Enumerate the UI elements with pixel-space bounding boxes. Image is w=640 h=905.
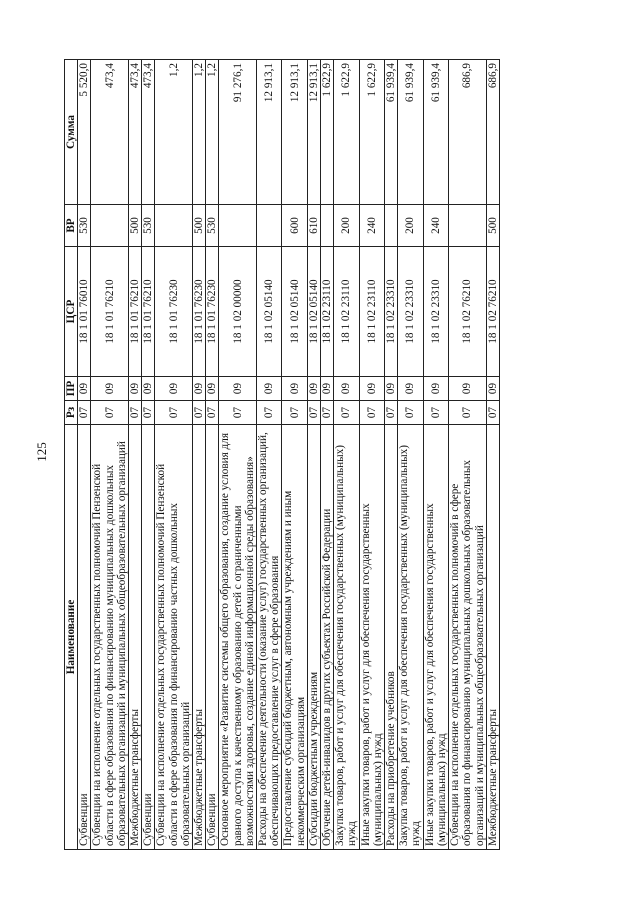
header-sum: Сумма: [65, 60, 78, 205]
cell-sum: 91 276,1: [219, 60, 257, 205]
header-rz: Рз: [65, 401, 78, 425]
cell-pr: 09: [91, 377, 129, 401]
table-header-row: [65, 60, 78, 850]
cell-rz: 07: [423, 401, 448, 425]
rotated-page: [64, 60, 500, 850]
cell-vr: [257, 205, 282, 247]
cell-rz: 07: [78, 401, 91, 425]
cell-pr: 09: [282, 377, 307, 401]
cell-name: Субвенции: [78, 425, 91, 850]
table-row: [334, 60, 359, 850]
cell-sum: 473,4: [91, 60, 129, 205]
table-row: [193, 60, 206, 850]
table-row: [486, 60, 499, 850]
cell-pr: 09: [307, 377, 320, 401]
cell-pr: 09: [193, 377, 206, 401]
cell-csr: 18 1 02 23310: [385, 247, 398, 377]
cell-pr: 09: [142, 377, 155, 401]
cell-rz: 07: [486, 401, 499, 425]
cell-csr: 18 1 01 76230: [206, 247, 219, 377]
table-row: [91, 60, 129, 850]
cell-pr: 09: [398, 377, 423, 401]
cell-sum: 61 939,4: [423, 60, 448, 205]
table-row: [206, 60, 219, 850]
cell-rz: 07: [206, 401, 219, 425]
table-row: [321, 60, 334, 850]
cell-name: Закупка товаров, работ и услуг для обеспечения государственных (муниципальных) нужд: [334, 425, 359, 850]
cell-sum: 61 939,4: [398, 60, 423, 205]
cell-sum: 686,9: [486, 60, 499, 205]
cell-csr: 18 1 01 76230: [193, 247, 206, 377]
table-row: [219, 60, 257, 850]
cell-pr: 09: [423, 377, 448, 401]
table-row: [423, 60, 448, 850]
cell-name: Межбюджетные трансферты: [129, 425, 142, 850]
cell-csr: 18 1 02 23110: [359, 247, 384, 377]
cell-vr: 200: [334, 205, 359, 247]
cell-vr: [219, 205, 257, 247]
cell-csr: 18 1 01 76010: [78, 247, 91, 377]
cell-pr: 09: [385, 377, 398, 401]
table-row: [359, 60, 384, 850]
cell-rz: 07: [91, 401, 129, 425]
cell-name: Предоставление субсидий бюджетным, автономным учреждениям и иным некоммерческим организациям: [282, 425, 307, 850]
cell-csr: 18 1 01 76210: [91, 247, 129, 377]
budget-table: [64, 59, 500, 850]
cell-csr: 18 1 02 23310: [423, 247, 448, 377]
cell-vr: [155, 205, 193, 247]
page-number: 125: [34, 442, 49, 462]
cell-name: Субсидии бюджетным учреждениям: [307, 425, 320, 850]
table-row: [142, 60, 155, 850]
cell-name: Субвенции на исполнение отдельных государственных полномочий Пензенской области в сфере образования по финансированию муниципальных дошкольных образовательных организаций и муниципальных общеобразовательных организаций: [91, 425, 129, 850]
cell-name: Субвенции: [206, 425, 219, 850]
cell-csr: 18 1 02 23110: [321, 247, 334, 377]
cell-pr: 09: [257, 377, 282, 401]
cell-vr: [321, 205, 334, 247]
cell-vr: [91, 205, 129, 247]
cell-name: Обучение детей-инвалидов в других субъектах Российской Федерации: [321, 425, 334, 850]
cell-vr: 530: [78, 205, 91, 247]
table-row: [398, 60, 423, 850]
cell-sum: 1 622,9: [321, 60, 334, 205]
cell-sum: 12 913,1: [282, 60, 307, 205]
cell-csr: 18 1 01 76210: [129, 247, 142, 377]
cell-name: Межбюджетные трансферты: [193, 425, 206, 850]
cell-sum: 1,2: [206, 60, 219, 205]
cell-pr: 09: [486, 377, 499, 401]
cell-sum: 12 913,1: [257, 60, 282, 205]
table-row: [307, 60, 320, 850]
cell-name: Иные закупки товаров, работ и услуг для обеспечения государственных (муниципальных) нужд: [423, 425, 448, 850]
cell-name: Субвенции на исполнение отдельных государственных полномочий Пензенской области в сфере образования по финансированию частных дошкольных образовательных организаций: [155, 425, 193, 850]
cell-rz: 07: [334, 401, 359, 425]
cell-csr: 18 1 02 76210: [449, 247, 487, 377]
cell-sum: 5 520,0: [78, 60, 91, 205]
table-row: [385, 60, 398, 850]
cell-csr: 18 1 01 76230: [155, 247, 193, 377]
cell-csr: 18 1 02 00000: [219, 247, 257, 377]
cell-sum: 1 622,9: [334, 60, 359, 205]
cell-sum: 12 913,1: [307, 60, 320, 205]
cell-vr: [449, 205, 487, 247]
cell-rz: 07: [193, 401, 206, 425]
cell-name: Расходы на приобретение учебников: [385, 425, 398, 850]
cell-pr: 09: [449, 377, 487, 401]
cell-rz: 07: [129, 401, 142, 425]
cell-pr: 09: [206, 377, 219, 401]
table-row: [257, 60, 282, 850]
cell-rz: 07: [257, 401, 282, 425]
header-pr: ПР: [65, 377, 78, 401]
cell-pr: 09: [155, 377, 193, 401]
cell-csr: 18 1 02 05140: [257, 247, 282, 377]
cell-vr: 500: [486, 205, 499, 247]
cell-name: Межбюджетные трансферты: [486, 425, 499, 850]
cell-sum: 473,4: [142, 60, 155, 205]
table-row: [78, 60, 91, 850]
cell-vr: 610: [307, 205, 320, 247]
cell-rz: 07: [359, 401, 384, 425]
cell-sum: 1,2: [155, 60, 193, 205]
cell-name: Расходы на обеспечение деятельности (оказание услуг) государственных организаций, обеспечивающих предоставление услуг в сфере образования: [257, 425, 282, 850]
cell-name: Субвенции на исполнение отдельных государственных полномочий в сфере образования по финансированию муниципальных дошкольных образовательных организаций и муниципальных общеобразовательных организаций: [449, 425, 487, 850]
header-vr: ВР: [65, 205, 78, 247]
cell-vr: [385, 205, 398, 247]
cell-vr: 200: [398, 205, 423, 247]
cell-csr: 18 1 02 05140: [282, 247, 307, 377]
cell-pr: 09: [219, 377, 257, 401]
cell-vr: 240: [359, 205, 384, 247]
cell-vr: 500: [129, 205, 142, 247]
cell-name: Основное мероприятие «Развитие системы общего образования, создание условия для равного доступа к качественному образованию детей с ограниченными возможностями здоровья, создание единой информационной среды образования»: [219, 425, 257, 850]
cell-vr: 600: [282, 205, 307, 247]
table-row: [155, 60, 193, 850]
cell-vr: 240: [423, 205, 448, 247]
cell-csr: 18 1 02 05140: [307, 247, 320, 377]
cell-rz: 07: [282, 401, 307, 425]
cell-rz: 07: [385, 401, 398, 425]
cell-vr: 530: [206, 205, 219, 247]
cell-pr: 09: [321, 377, 334, 401]
cell-sum: 61 939,4: [385, 60, 398, 205]
cell-vr: 530: [142, 205, 155, 247]
table-row: [282, 60, 307, 850]
cell-rz: 07: [449, 401, 487, 425]
cell-pr: 09: [129, 377, 142, 401]
cell-rz: 07: [142, 401, 155, 425]
cell-rz: 07: [307, 401, 320, 425]
cell-name: Субвенции: [142, 425, 155, 850]
cell-name: Закупка товаров, работ и услуг для обеспечения государственных (муниципальных) нужд: [398, 425, 423, 850]
cell-csr: 18 1 01 76210: [142, 247, 155, 377]
cell-sum: 1,2: [193, 60, 206, 205]
cell-csr: 18 1 02 23310: [398, 247, 423, 377]
cell-csr: 18 1 02 23110: [334, 247, 359, 377]
cell-rz: 07: [155, 401, 193, 425]
cell-csr: 18 1 02 76210: [486, 247, 499, 377]
cell-pr: 09: [334, 377, 359, 401]
cell-name: Иные закупки товаров, работ и услуг для обеспечения государственных (муниципальных) нужд: [359, 425, 384, 850]
cell-sum: 473,4: [129, 60, 142, 205]
cell-rz: 07: [321, 401, 334, 425]
cell-pr: 09: [359, 377, 384, 401]
header-csr: ЦСР: [65, 247, 78, 377]
cell-vr: 500: [193, 205, 206, 247]
cell-sum: 1 622,9: [359, 60, 384, 205]
cell-rz: 07: [398, 401, 423, 425]
cell-pr: 09: [78, 377, 91, 401]
cell-sum: 686,9: [449, 60, 487, 205]
header-name: Наименование: [65, 425, 78, 850]
table-row: [449, 60, 487, 850]
cell-rz: 07: [219, 401, 257, 425]
table-row: [129, 60, 142, 850]
